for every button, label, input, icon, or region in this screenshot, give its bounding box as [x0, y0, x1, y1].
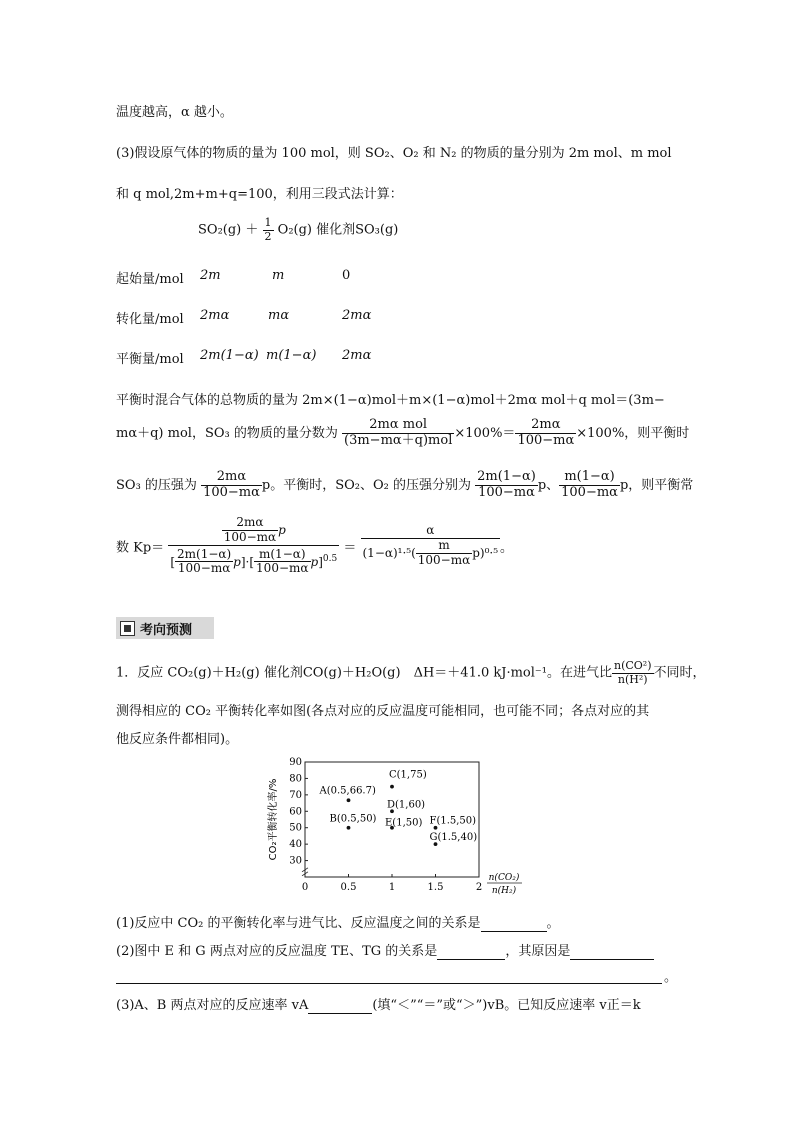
- y-tick-label: 30: [289, 855, 302, 867]
- fraction: [201, 470, 262, 501]
- y-tick-label: 80: [289, 773, 302, 785]
- point-label: B(0.5,50): [329, 813, 377, 825]
- frac-num: n(CO²): [613, 659, 652, 672]
- question-line: [116, 660, 706, 686]
- frac-den: 100−mα: [223, 529, 277, 544]
- frac-den: 100−mα: [203, 484, 260, 500]
- kp-numerator: [168, 516, 339, 546]
- x-axis-label-num: n(CO₂): [488, 873, 520, 883]
- frac-num: 2mα: [222, 516, 278, 531]
- x-axis-label-den: n(H₂): [491, 886, 517, 896]
- data-point: [347, 798, 351, 802]
- frac-den: 100−mα: [478, 484, 535, 500]
- text-seg: (2)图中 E 和 G 两点对应的反应温度 TE、TG 的关系是: [116, 944, 438, 959]
- half-fraction: [263, 217, 274, 243]
- point-label: A(0.5,66.7): [319, 785, 376, 797]
- text-seg: p、: [537, 477, 560, 493]
- point-label: G(1.5,40): [429, 832, 478, 844]
- frac-den: (3m−mα＋q)mol: [344, 432, 453, 448]
- frac-num: m(1−α): [559, 470, 620, 486]
- x-tick-label: 0: [301, 882, 309, 893]
- row-value: m(1−α): [266, 348, 317, 363]
- point-label: C(1,75): [389, 769, 427, 781]
- text-line: [116, 470, 693, 501]
- row-value: m: [272, 268, 285, 283]
- section-heading: [116, 617, 214, 639]
- row-value: 2m(1−α): [200, 348, 259, 363]
- text-seg: (1−α)¹·⁵(: [362, 545, 416, 560]
- frac-num: m: [416, 539, 472, 554]
- question-line: [116, 940, 654, 960]
- question-line: 他反应条件都相同)。: [116, 732, 239, 747]
- row-value: 2mα: [342, 348, 372, 363]
- x-tick-label: 0.5: [340, 882, 357, 893]
- frac-num: 2m(1−α): [177, 546, 232, 561]
- frac-den: [361, 539, 501, 568]
- row-value: 2mα: [342, 308, 372, 323]
- frac-den: n(H²): [617, 672, 648, 686]
- fraction: [475, 470, 538, 501]
- data-point: [347, 826, 351, 830]
- answer-blank[interactable]: [570, 944, 654, 960]
- frac-num: 2mα mol: [342, 418, 454, 434]
- kp-fraction: [168, 516, 339, 576]
- text-seg: SO₃ 的压强为: [116, 477, 197, 493]
- frac-den: 100−mα: [256, 561, 309, 576]
- text-seg: ×100%＝: [454, 425, 516, 441]
- fraction: [515, 418, 576, 449]
- answer-blank[interactable]: [437, 944, 505, 960]
- text-seg: p。平衡时，SO₂、O₂ 的压强分别为: [261, 477, 471, 493]
- point-label: E(1,50): [385, 817, 423, 829]
- y-tick-label: 60: [289, 806, 302, 818]
- text-seg: p，则平衡常: [619, 477, 694, 493]
- frac-num: 1: [264, 216, 272, 229]
- text-seg: 。: [546, 916, 560, 931]
- fraction: [612, 660, 654, 686]
- text-seg: ×100%，则平衡时: [576, 425, 690, 441]
- section-icon: [120, 621, 135, 636]
- text-seg: 不同时，: [653, 665, 706, 681]
- row-value: mα: [268, 308, 290, 323]
- y-tick-label: 70: [289, 789, 302, 801]
- scatter-chart: [262, 756, 530, 902]
- row-value: 2mα: [200, 308, 230, 323]
- question-line: [116, 912, 560, 932]
- equation: [198, 217, 398, 243]
- text-line: 平衡时混合气体的总物质的量为 2m×(1−α)mol＋m×(1−α)mol＋2mα mol＋q mol＝(3m−: [116, 393, 665, 408]
- row-label: 转化量/mol: [116, 312, 184, 327]
- frac-num: 2mα: [515, 418, 576, 434]
- eq-right: O₂(g) 催化剂SO₃(g): [277, 222, 399, 238]
- text-seg: ＝: [343, 540, 357, 556]
- frac-den: 100−mα: [561, 484, 618, 500]
- frac-den: 100−mα: [417, 552, 471, 567]
- text-seg: 1．反应 CO₂(g)＋H₂(g) 催化剂CO(g)＋H₂O(g) ΔH＝＋41.0 kJ·mol⁻¹。在进气比: [116, 665, 612, 681]
- text-seg: 。: [500, 540, 514, 556]
- frac-num: α: [361, 524, 501, 539]
- y-axis-label: CO₂平衡转化率/%: [268, 778, 279, 861]
- kp-expression: [116, 516, 513, 576]
- p-symbol: p: [310, 554, 319, 569]
- fraction: [342, 418, 454, 449]
- text-seg: (填“＜”“＝”或“＞”)vB。已知反应速率 v正＝k: [372, 998, 641, 1013]
- row-value: 2m: [200, 268, 221, 283]
- question-line: [116, 994, 641, 1014]
- y-tick-label: 90: [289, 757, 302, 768]
- x-tick-label: 1: [388, 882, 396, 893]
- answer-blank[interactable]: [481, 916, 547, 932]
- kp-denominator: [ $\frac{2m(1-\alpha)}{100-m\alpha}$ p]·[ $\frac{m(1-\alpha)}{100-m\alpha}$ p]$^{0.5}$: [170, 546, 338, 576]
- text-line: [116, 418, 689, 449]
- row-label: 平衡量/mol: [116, 352, 184, 367]
- point-label: D(1,60): [387, 799, 426, 811]
- row-value: 0: [342, 268, 351, 283]
- p-symbol: p: [278, 522, 286, 537]
- x-tick-label: 2: [475, 882, 483, 893]
- fraction: [416, 539, 472, 568]
- text-line: 和 q mol,2m+m+q=100，利用三段式法计算：: [116, 187, 403, 202]
- x-tick-label: 1.5: [427, 882, 444, 893]
- eq-left: SO₂(g) ＋: [198, 222, 259, 238]
- frac-den: 100−mα: [517, 432, 575, 448]
- text-seg: (3)A、B 两点对应的反应速率 vA: [116, 998, 309, 1013]
- frac-num: 2m(1−α): [477, 469, 536, 484]
- exponent: 0.5: [322, 553, 338, 564]
- point-label: F(1.5,50): [429, 815, 477, 827]
- question-line: 测得相应的 CO₂ 平衡转化率如图(各点对应的反应温度可能相同，也可能不同；各点对应的其: [116, 704, 650, 719]
- section-title: 考向预测: [140, 623, 193, 638]
- frac-num: 2mα: [201, 470, 262, 486]
- text-seg: mα＋q) mol，SO₃ 的物质的量分数为: [116, 425, 338, 441]
- fraction: [175, 548, 233, 577]
- row-label: 起始量/mol: [116, 272, 184, 287]
- text-seg: p)⁰·⁵: [472, 545, 499, 560]
- answer-blank[interactable]: [308, 998, 372, 1014]
- data-point: [390, 785, 394, 789]
- frac-den: 100−mα: [177, 561, 231, 576]
- text-seg: 数 Kp＝: [116, 540, 165, 556]
- fraction: [559, 470, 620, 501]
- fraction: [254, 548, 310, 577]
- text-seg: (1)反应中 CO₂ 的平衡转化率与进气比、反应温度之间的关系是: [116, 916, 481, 931]
- frac-num: m(1−α): [254, 548, 310, 563]
- kp-result-fraction: [361, 524, 501, 567]
- text-line: 温度越高，α 越小。: [116, 105, 233, 120]
- p-symbol: p: [233, 554, 241, 569]
- fraction: [222, 516, 278, 545]
- y-tick-label: 50: [289, 822, 302, 834]
- y-tick-label: 40: [289, 839, 302, 851]
- text-seg: ，其原因是: [505, 944, 571, 959]
- frac-den: 2: [264, 229, 272, 243]
- answer-line[interactable]: [116, 966, 662, 984]
- text-line: (3)假设原气体的物质的量为 100 mol，则 SO₂、O₂ 和 N₂ 的物质的量分别为 2m mol、m mol: [116, 146, 672, 161]
- text-seg: 。: [664, 970, 678, 985]
